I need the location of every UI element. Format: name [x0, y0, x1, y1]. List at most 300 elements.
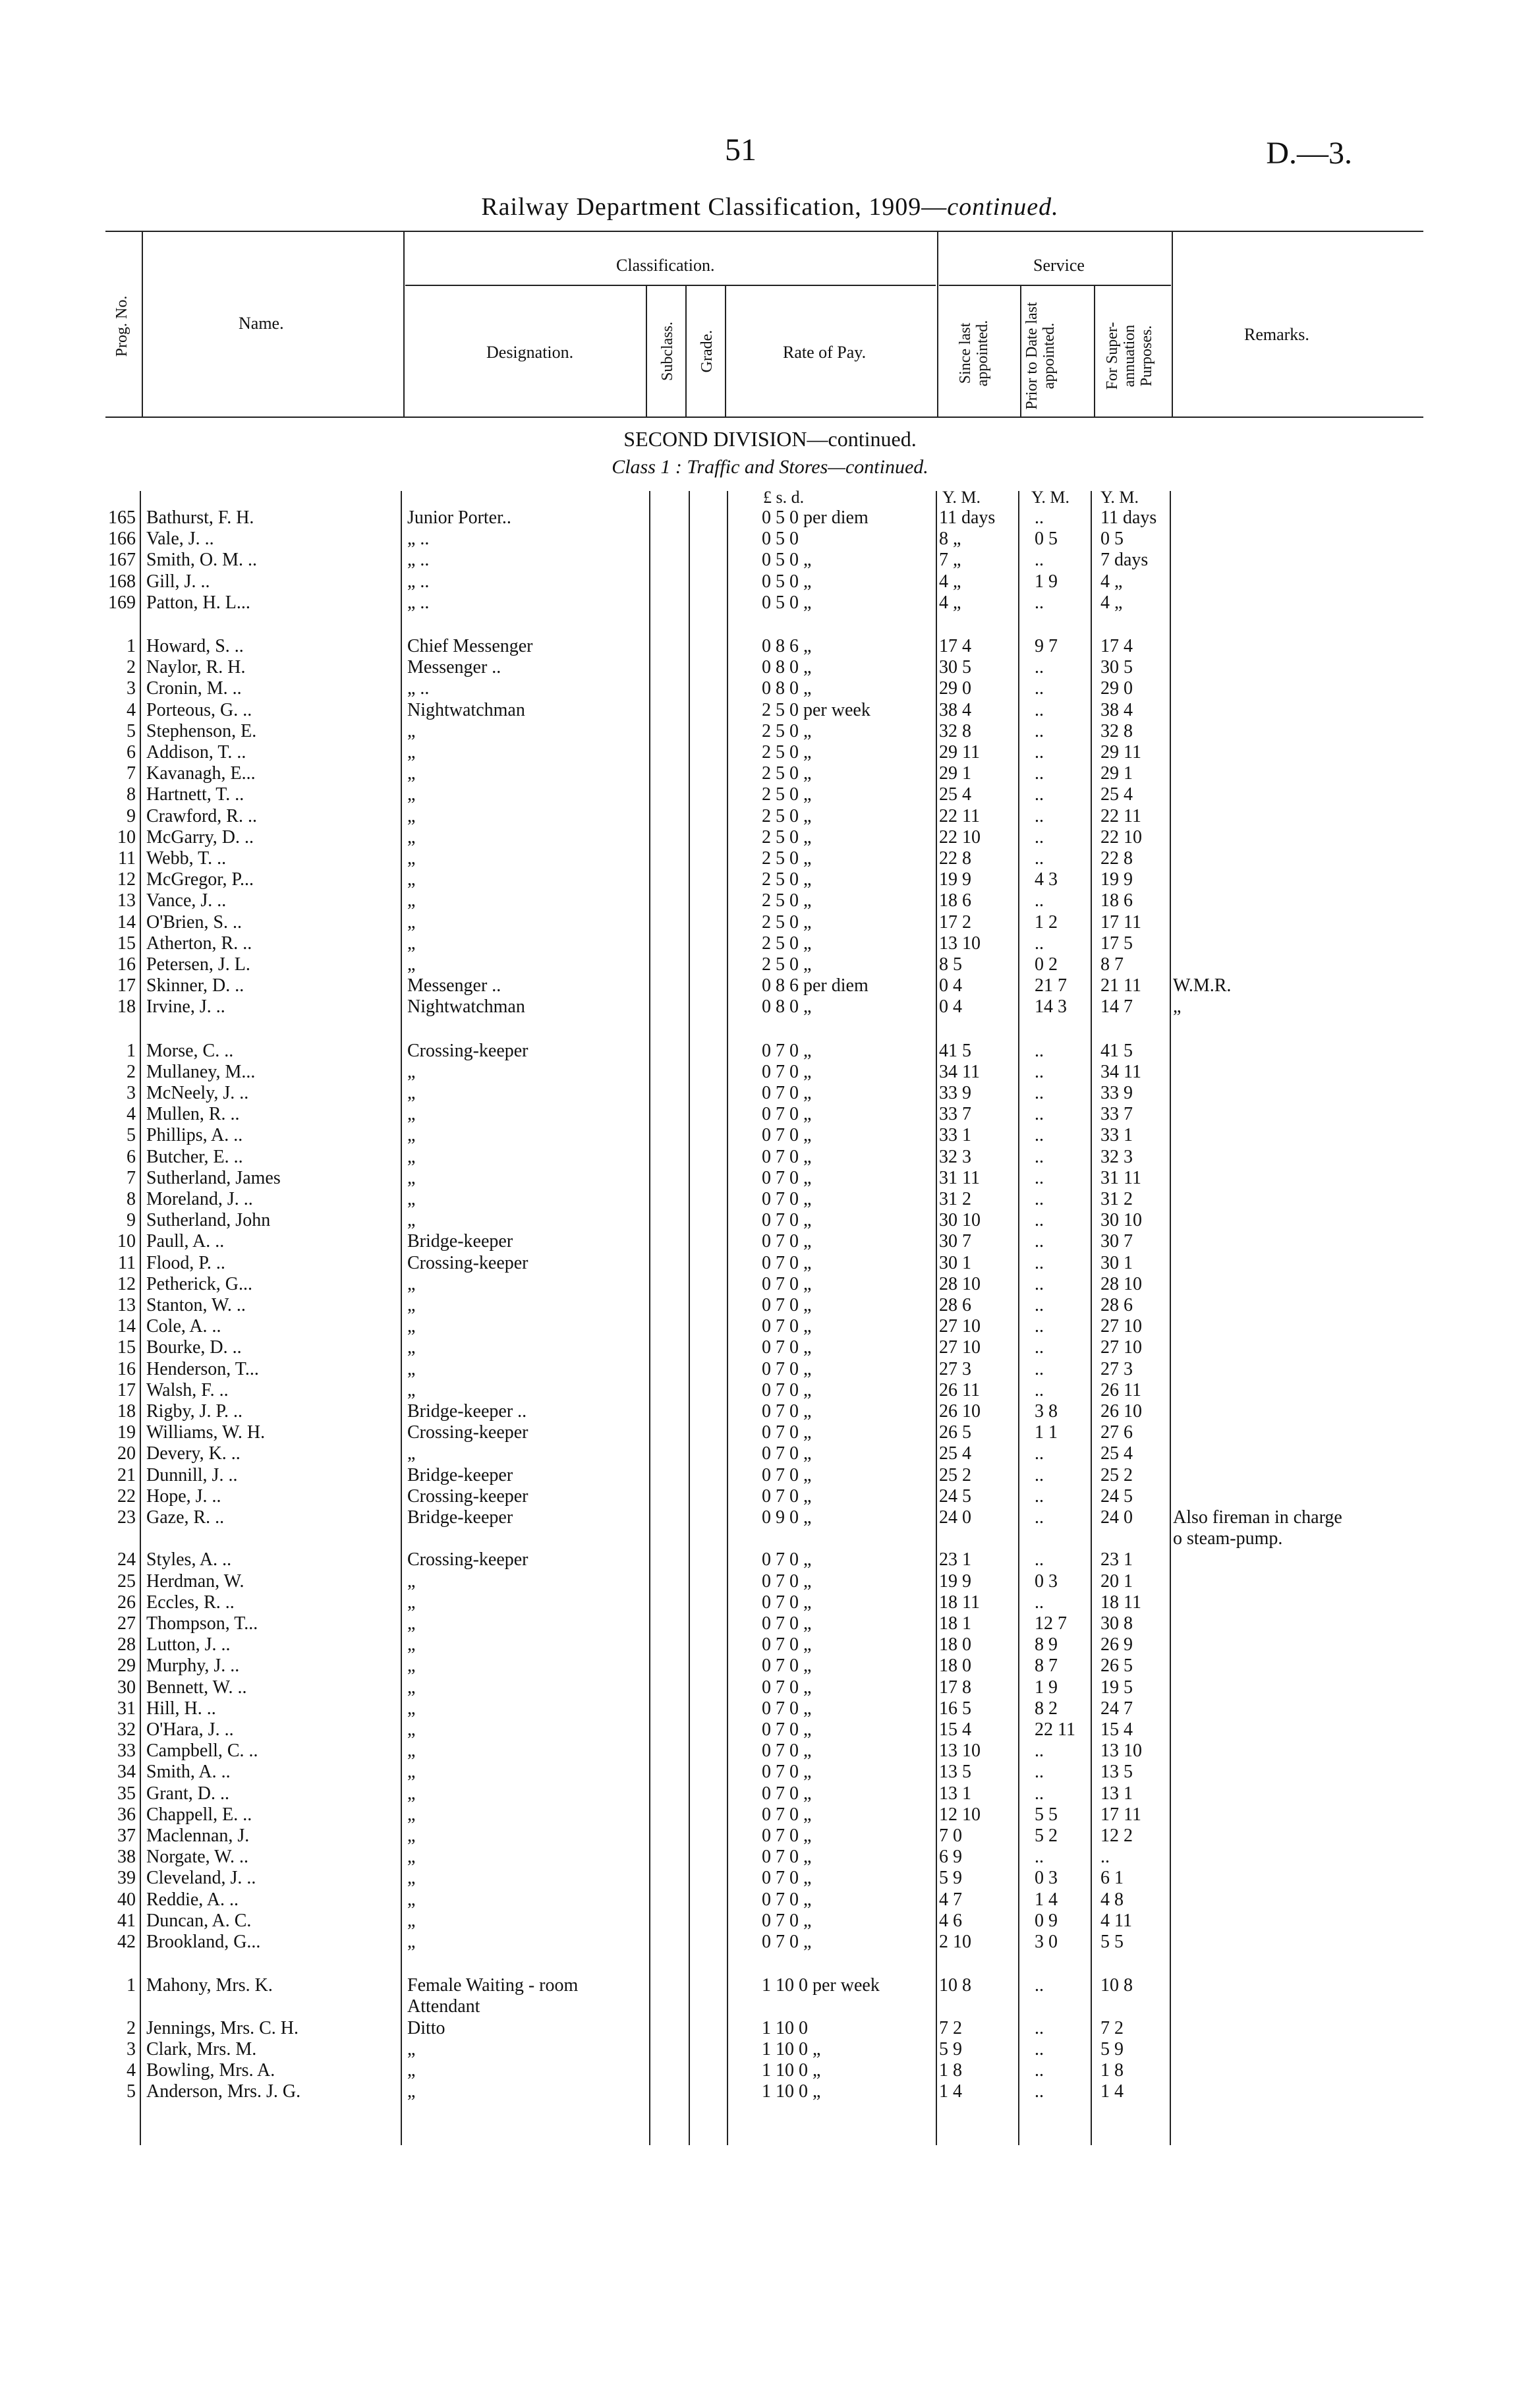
cell-des: Bridge-keeper — [407, 1507, 513, 1528]
cell-pay: 0 7 0 „ — [762, 1083, 812, 1103]
cell-s2: .. — [1035, 1083, 1044, 1103]
cell-pay: 0 7 0 „ — [762, 1401, 812, 1422]
header-since-last — [957, 307, 996, 399]
cell-des: „ — [407, 869, 416, 890]
cell-s2: .. — [1035, 1295, 1044, 1315]
cell-s2: 0 3 — [1035, 1868, 1058, 1889]
cell-name: Reddie, A. .. — [146, 1889, 239, 1910]
table-row — [0, 742, 1540, 763]
cell-s1: 17 8 — [939, 1677, 971, 1698]
cell-name: Patton, H. L... — [146, 592, 250, 613]
cell-des: „ — [407, 1910, 416, 1931]
table-row — [0, 933, 1540, 954]
cell-pay: 0 7 0 „ — [762, 1125, 812, 1146]
table-row — [0, 529, 1540, 550]
cell-pay: 2 5 0 „ — [762, 805, 812, 826]
cell-s2: .. — [1035, 1146, 1044, 1167]
cell-pay: 2 5 0 per week — [762, 699, 870, 720]
cell-rem: o steam-pump. — [1173, 1528, 1283, 1549]
cell-no: 5 — [127, 1125, 136, 1146]
table-row — [0, 1083, 1540, 1104]
cell-name: Styles, A. .. — [146, 1549, 232, 1570]
cell-name: McNeely, J. .. — [146, 1083, 249, 1103]
cell-name: Porteous, G. .. — [146, 699, 252, 720]
cell-name: Williams, W. H. — [146, 1422, 266, 1443]
cell-name: Irvine, J. .. — [146, 996, 225, 1018]
cell-des: „ — [407, 1146, 416, 1167]
cell-pay: 2 5 0 „ — [762, 720, 812, 741]
cell-s3: 27 3 — [1100, 1358, 1133, 1379]
cell-pay: 1 10 0 „ — [762, 2081, 821, 2102]
cell-name: Sutherland, James — [146, 1167, 281, 1188]
cell-s2: .. — [1035, 1231, 1044, 1252]
cell-s2: .. — [1035, 1975, 1044, 1996]
cell-s3: 26 5 — [1100, 1655, 1133, 1677]
cell-des: „ — [407, 1083, 416, 1103]
cell-pay: 0 7 0 „ — [762, 1210, 812, 1231]
cell-des: „ — [407, 1592, 416, 1613]
cell-name: Gill, J. .. — [146, 571, 210, 592]
cell-des: „ — [407, 784, 416, 805]
cell-s1: 17 4 — [939, 636, 971, 656]
cell-pay: 0 7 0 „ — [762, 1804, 812, 1825]
cell-s1: 34 11 — [939, 1061, 980, 1082]
cell-s2: .. — [1035, 1252, 1044, 1273]
cell-pay: 0 5 0 „ — [762, 571, 812, 592]
cell-s1: 26 10 — [939, 1401, 981, 1422]
cell-s3: 41 5 — [1100, 1040, 1133, 1061]
cell-pay: 2 5 0 „ — [762, 911, 812, 933]
cell-name: Butcher, E. .. — [146, 1146, 243, 1167]
cell-no: 6 — [127, 742, 136, 763]
cell-no: 11 — [118, 848, 136, 869]
cell-s1: 18 0 — [939, 1634, 971, 1655]
cell-s3: 4 „ — [1100, 571, 1123, 592]
cell-des: „ — [407, 1889, 416, 1910]
cell-s1: 32 8 — [939, 720, 971, 741]
cell-s1: 22 8 — [939, 848, 971, 869]
cell-name: Mullaney, M... — [146, 1061, 256, 1082]
cell-no: 34 — [117, 1762, 136, 1783]
cell-pay: 0 7 0 „ — [762, 1549, 812, 1570]
cell-pay: 0 8 0 „ — [762, 657, 812, 678]
cell-name: Kavanagh, E... — [146, 763, 256, 784]
cell-no: 12 — [117, 1273, 136, 1294]
cell-s2: .. — [1035, 1104, 1044, 1125]
cell-name: Devery, K. .. — [146, 1443, 241, 1464]
cell-s1: 25 4 — [939, 1443, 971, 1464]
cell-pay: 0 9 0 „ — [762, 1507, 812, 1528]
cell-pay: 1 10 0 „ — [762, 2060, 821, 2081]
cell-des: „ — [407, 1868, 416, 1889]
cell-pay: 0 7 0 „ — [762, 1783, 812, 1804]
cell-pay: 0 7 0 „ — [762, 1485, 812, 1507]
cell-s1: 33 9 — [939, 1083, 971, 1103]
cell-pay: 0 7 0 „ — [762, 1847, 812, 1868]
cell-pay: 0 7 0 „ — [762, 1061, 812, 1082]
cell-s3: 22 10 — [1100, 826, 1142, 848]
cell-name: Phillips, A. .. — [146, 1125, 243, 1146]
cell-des: „ — [407, 1337, 416, 1358]
cell-s1: 17 2 — [939, 911, 971, 933]
cell-pay: 0 7 0 „ — [762, 1252, 812, 1273]
cell-s3: 23 1 — [1100, 1549, 1133, 1570]
cell-s2: .. — [1035, 1061, 1044, 1082]
cell-no: 1 — [127, 636, 136, 656]
cell-s3: 24 5 — [1100, 1485, 1133, 1507]
cell-s2: .. — [1035, 742, 1044, 763]
cell-s1: 30 10 — [939, 1210, 981, 1231]
cell-s3: 22 11 — [1100, 805, 1141, 826]
cell-s1: 16 5 — [939, 1698, 971, 1719]
cell-no: 39 — [117, 1868, 136, 1889]
cell-name: Murphy, J. .. — [146, 1655, 240, 1677]
cell-name: Bennett, W. .. — [146, 1677, 247, 1698]
header-prior-to-date-text: Prior to Date last appointed. — [1023, 302, 1058, 410]
table-row — [0, 1571, 1540, 1592]
cell-s3: 13 1 — [1100, 1783, 1133, 1804]
cell-s3: 17 5 — [1100, 933, 1133, 954]
cell-s2: .. — [1035, 2038, 1044, 2059]
cell-no: 168 — [108, 571, 136, 592]
cell-s2: .. — [1035, 1741, 1044, 1762]
cell-s1: 18 1 — [939, 1613, 971, 1634]
cell-no: 2 — [127, 1061, 136, 1082]
cell-pay: 0 7 0 „ — [762, 1104, 812, 1125]
table-row — [0, 890, 1540, 911]
title-main: Railway Department Classification, 1909— — [481, 193, 948, 221]
cell-no: 23 — [117, 1507, 136, 1528]
table-row — [0, 1762, 1540, 1783]
cell-des: „ — [407, 742, 416, 763]
cell-no: 9 — [127, 1210, 136, 1231]
cell-pay: 2 5 0 „ — [762, 826, 812, 848]
cell-des: Chief Messenger — [407, 636, 533, 656]
cell-s2: .. — [1035, 848, 1044, 869]
cell-name: Vance, J. .. — [146, 890, 227, 911]
cell-s2: 1 4 — [1035, 1889, 1058, 1910]
cell-pay: 0 7 0 „ — [762, 1889, 812, 1910]
cell-s1: 30 7 — [939, 1231, 971, 1252]
cell-s3: 30 10 — [1100, 1210, 1142, 1231]
table-row — [0, 1655, 1540, 1677]
cell-pay: 0 7 0 „ — [762, 1762, 812, 1783]
cell-no: 31 — [117, 1698, 136, 1719]
cell-no: 16 — [117, 954, 136, 975]
cell-no: 12 — [117, 869, 136, 890]
cell-des: „ — [407, 1932, 416, 1952]
header-remarks: Remarks. — [1244, 325, 1309, 344]
cell-s2: 0 2 — [1035, 954, 1058, 975]
cell-des: „ — [407, 911, 416, 933]
cell-s1: 27 3 — [939, 1358, 971, 1379]
cell-des: „ — [407, 1698, 416, 1719]
cell-no: 13 — [117, 1295, 136, 1315]
cell-no: 19 — [117, 1422, 136, 1443]
cell-pay: 0 7 0 „ — [762, 1634, 812, 1655]
cell-s2: 0 3 — [1035, 1570, 1058, 1592]
cell-des: „ — [407, 1634, 416, 1655]
cell-s1: 18 6 — [939, 890, 971, 911]
cell-s2: .. — [1035, 1592, 1044, 1613]
cell-des: Crossing-keeper — [407, 1549, 528, 1570]
cell-s2: 3 0 — [1035, 1932, 1058, 1952]
cell-name: Walsh, F. .. — [146, 1379, 229, 1400]
table-row — [0, 1422, 1540, 1443]
table-row — [0, 1062, 1540, 1083]
table-row — [0, 1741, 1540, 1762]
cell-s1: 23 1 — [939, 1549, 971, 1570]
cell-s2: .. — [1035, 1847, 1044, 1868]
cell-s1: 26 11 — [939, 1379, 980, 1400]
table-row — [0, 848, 1540, 869]
cell-s2: 5 5 — [1035, 1804, 1058, 1825]
table-row — [0, 1359, 1540, 1380]
cell-no: 1 — [127, 1975, 136, 1996]
table-row — [0, 1168, 1540, 1189]
cell-s2: .. — [1035, 1762, 1044, 1783]
cell-des: „ — [407, 1061, 416, 1082]
table-row — [0, 1486, 1540, 1507]
cell-des: „ — [407, 1295, 416, 1315]
cell-rem: W.M.R. — [1173, 975, 1232, 996]
cell-s3: 30 7 — [1100, 1231, 1133, 1252]
cell-s3: 4 „ — [1100, 592, 1123, 613]
cell-s3: 4 8 — [1100, 1889, 1124, 1910]
header-grade: Grade. — [699, 330, 716, 373]
cell-des: Messenger .. — [407, 657, 501, 678]
cell-des: „ — [407, 1783, 416, 1804]
table-row — [0, 550, 1540, 571]
table-row — [0, 1231, 1540, 1252]
vline — [403, 231, 405, 418]
cell-des: „ — [407, 1379, 416, 1400]
vline — [1172, 231, 1173, 418]
page-number: 51 — [725, 132, 756, 167]
cell-name: Cleveland, J. .. — [146, 1868, 256, 1889]
cell-name: McGarry, D. .. — [146, 826, 254, 848]
cell-s2: 21 7 — [1035, 975, 1067, 996]
cell-des: „ — [407, 1125, 416, 1146]
cell-pay: 0 7 0 „ — [762, 1932, 812, 1952]
cell-s1: 10 8 — [939, 1975, 971, 1996]
cell-s3: 19 5 — [1100, 1677, 1133, 1698]
cell-s2: .. — [1035, 890, 1044, 911]
header-prior-to-date — [1023, 300, 1076, 412]
cell-s1: 19 9 — [939, 1570, 971, 1592]
cell-s3: 26 10 — [1100, 1401, 1142, 1422]
cell-des: „ — [407, 954, 416, 975]
cell-s2: .. — [1035, 1337, 1044, 1358]
table-row — [0, 1337, 1540, 1358]
vline — [725, 285, 726, 418]
cell-name: Dunnill, J. .. — [146, 1464, 238, 1485]
cell-s3: 6 1 — [1100, 1868, 1124, 1889]
cell-des: Bridge-keeper — [407, 1464, 513, 1485]
cell-s2: .. — [1035, 1783, 1044, 1804]
classification-rule — [405, 285, 936, 286]
cell-name: Mullen, R. .. — [146, 1104, 240, 1125]
header-rate-of-pay: Rate of Pay. — [783, 343, 867, 362]
cell-s3: 22 8 — [1100, 848, 1133, 869]
cell-s3: 19 9 — [1100, 869, 1133, 890]
table-row — [0, 1868, 1540, 1889]
table-row — [0, 1847, 1540, 1868]
cell-pay: 0 5 0 — [762, 529, 799, 550]
cell-no: 14 — [117, 1316, 136, 1337]
cell-no: 17 — [117, 1379, 136, 1400]
cell-s3: 21 11 — [1100, 975, 1141, 996]
cell-no: 42 — [117, 1932, 136, 1952]
cell-name: Hill, H. .. — [146, 1698, 216, 1719]
cell-no: 6 — [127, 1146, 136, 1167]
cell-name: Henderson, T... — [146, 1358, 259, 1379]
cell-s3: 1 4 — [1100, 2081, 1124, 2102]
cell-s1: 33 1 — [939, 1125, 971, 1146]
table-row — [0, 1274, 1540, 1295]
cell-pay: 2 5 0 „ — [762, 933, 812, 954]
cell-s2: .. — [1035, 2081, 1044, 2102]
cell-no: 30 — [117, 1677, 136, 1698]
cell-s3: 34 11 — [1100, 1061, 1141, 1082]
table-row — [0, 657, 1540, 678]
cell-s1: 25 4 — [939, 784, 971, 805]
cell-name: Duncan, A. C. — [146, 1910, 252, 1931]
cell-s3: 25 2 — [1100, 1464, 1133, 1485]
cell-no: 169 — [108, 592, 136, 613]
page-title — [0, 192, 1540, 221]
since-unit-label: Y. M. — [942, 488, 981, 507]
table-row — [0, 2018, 1540, 2039]
cell-des: „ — [407, 2081, 416, 2102]
cell-des: Nightwatchman — [407, 996, 525, 1018]
cell-s1: 22 11 — [939, 805, 980, 826]
cell-pay: 0 7 0 „ — [762, 1231, 812, 1252]
cell-des: „ — [407, 1719, 416, 1740]
cell-s1: 27 10 — [939, 1337, 981, 1358]
cell-s1: 6 9 — [939, 1847, 962, 1868]
cell-s3: 26 11 — [1100, 1379, 1141, 1400]
header-superannuation — [1104, 300, 1156, 412]
cell-name: Hartnett, T. .. — [146, 784, 244, 805]
cell-no: 15 — [117, 933, 136, 954]
header-subclass: Subclass. — [659, 322, 676, 381]
table-row — [0, 700, 1540, 721]
cell-des: Messenger .. — [407, 975, 501, 996]
title-continued: continued. — [947, 193, 1059, 221]
cell-des: „ — [407, 1189, 416, 1209]
cell-s3: 25 4 — [1100, 1443, 1133, 1464]
cell-pay: 1 10 0 „ — [762, 2038, 821, 2059]
cell-des: „ — [407, 1677, 416, 1698]
cell-des: „ — [407, 1443, 416, 1464]
cell-rem: „ — [1173, 996, 1182, 1018]
table-row — [0, 678, 1540, 699]
cell-pay: 1 10 0 per week — [762, 1975, 880, 1996]
cell-name: Gaze, R. .. — [146, 1507, 225, 1528]
cell-s2: 1 1 — [1035, 1422, 1058, 1443]
cell-s3: 27 10 — [1100, 1337, 1142, 1358]
cell-no: 37 — [117, 1826, 136, 1846]
cell-pay: 0 7 0 „ — [762, 1910, 812, 1931]
cell-des: „ — [407, 2038, 416, 2059]
cell-no: 25 — [117, 1570, 136, 1592]
cell-no: 38 — [117, 1847, 136, 1868]
table-row — [0, 1698, 1540, 1719]
cell-des: „ — [407, 1358, 416, 1379]
cell-s3: 33 9 — [1100, 1083, 1133, 1103]
cell-no: 2 — [127, 2017, 136, 2038]
cell-pay: 2 5 0 „ — [762, 890, 812, 911]
cell-s3: 15 4 — [1100, 1719, 1133, 1740]
cell-des: Crossing-keeper — [407, 1485, 528, 1507]
cell-no: 8 — [127, 1189, 136, 1209]
cell-no: 165 — [108, 507, 136, 528]
table-row — [0, 912, 1540, 933]
cell-s3: .. — [1100, 1847, 1110, 1868]
cell-pay: 0 7 0 „ — [762, 1358, 812, 1379]
cell-no: 5 — [127, 2081, 136, 2102]
cell-s2: .. — [1035, 1189, 1044, 1209]
cell-s1: 18 0 — [939, 1655, 971, 1677]
cell-s2: .. — [1035, 507, 1044, 528]
cell-s3: 20 1 — [1100, 1570, 1133, 1592]
cell-name: Morse, C. .. — [146, 1040, 234, 1061]
cell-no: 7 — [127, 1167, 136, 1188]
cell-pay: 0 7 0 „ — [762, 1698, 812, 1719]
table-row — [0, 869, 1540, 890]
cell-name: Clark, Mrs. M. — [146, 2038, 257, 2059]
cell-no: 41 — [117, 1910, 136, 1931]
table-row — [0, 1932, 1540, 1953]
cell-no: 40 — [117, 1889, 136, 1910]
cell-des: „ — [407, 720, 416, 741]
table-row — [0, 1826, 1540, 1847]
cell-s1: 8 5 — [939, 954, 962, 975]
cell-s2: 14 3 — [1035, 996, 1067, 1018]
cell-no: 21 — [117, 1464, 136, 1485]
cell-des: Ditto — [407, 2017, 445, 2038]
cell-s2: .. — [1035, 1125, 1044, 1146]
cell-s2: 22 11 — [1035, 1719, 1075, 1740]
cell-s3: 32 8 — [1100, 720, 1133, 741]
cell-name: O'Brien, S. .. — [146, 911, 242, 933]
cell-s3: 5 9 — [1100, 2038, 1124, 2059]
cell-des: Attendant — [407, 1996, 480, 2017]
table-row — [0, 1041, 1540, 1062]
cell-s2: .. — [1035, 1549, 1044, 1570]
vline — [142, 231, 143, 418]
cell-pay: 0 7 0 „ — [762, 1167, 812, 1188]
cell-s3: 7 days — [1100, 550, 1149, 571]
vline — [1020, 285, 1021, 418]
cell-s3: 27 6 — [1100, 1422, 1133, 1443]
cell-name: Jennings, Mrs. C. H. — [146, 2017, 299, 2038]
service-rule — [939, 285, 1171, 286]
cell-no: 20 — [117, 1443, 136, 1464]
cell-no: 2 — [127, 657, 136, 678]
cell-s1: 38 4 — [939, 699, 971, 720]
cell-des: Crossing-keeper — [407, 1040, 528, 1061]
cell-name: Addison, T. .. — [146, 742, 246, 763]
cell-pay: 0 7 0 „ — [762, 1146, 812, 1167]
cell-no: 18 — [117, 1401, 136, 1422]
cell-des: Female Waiting - room — [407, 1975, 579, 1996]
header-service: Service — [1033, 256, 1085, 275]
cell-s1: 41 5 — [939, 1040, 971, 1061]
cell-name: Stephenson, E. — [146, 720, 257, 741]
cell-s1: 7 2 — [939, 2017, 962, 2038]
